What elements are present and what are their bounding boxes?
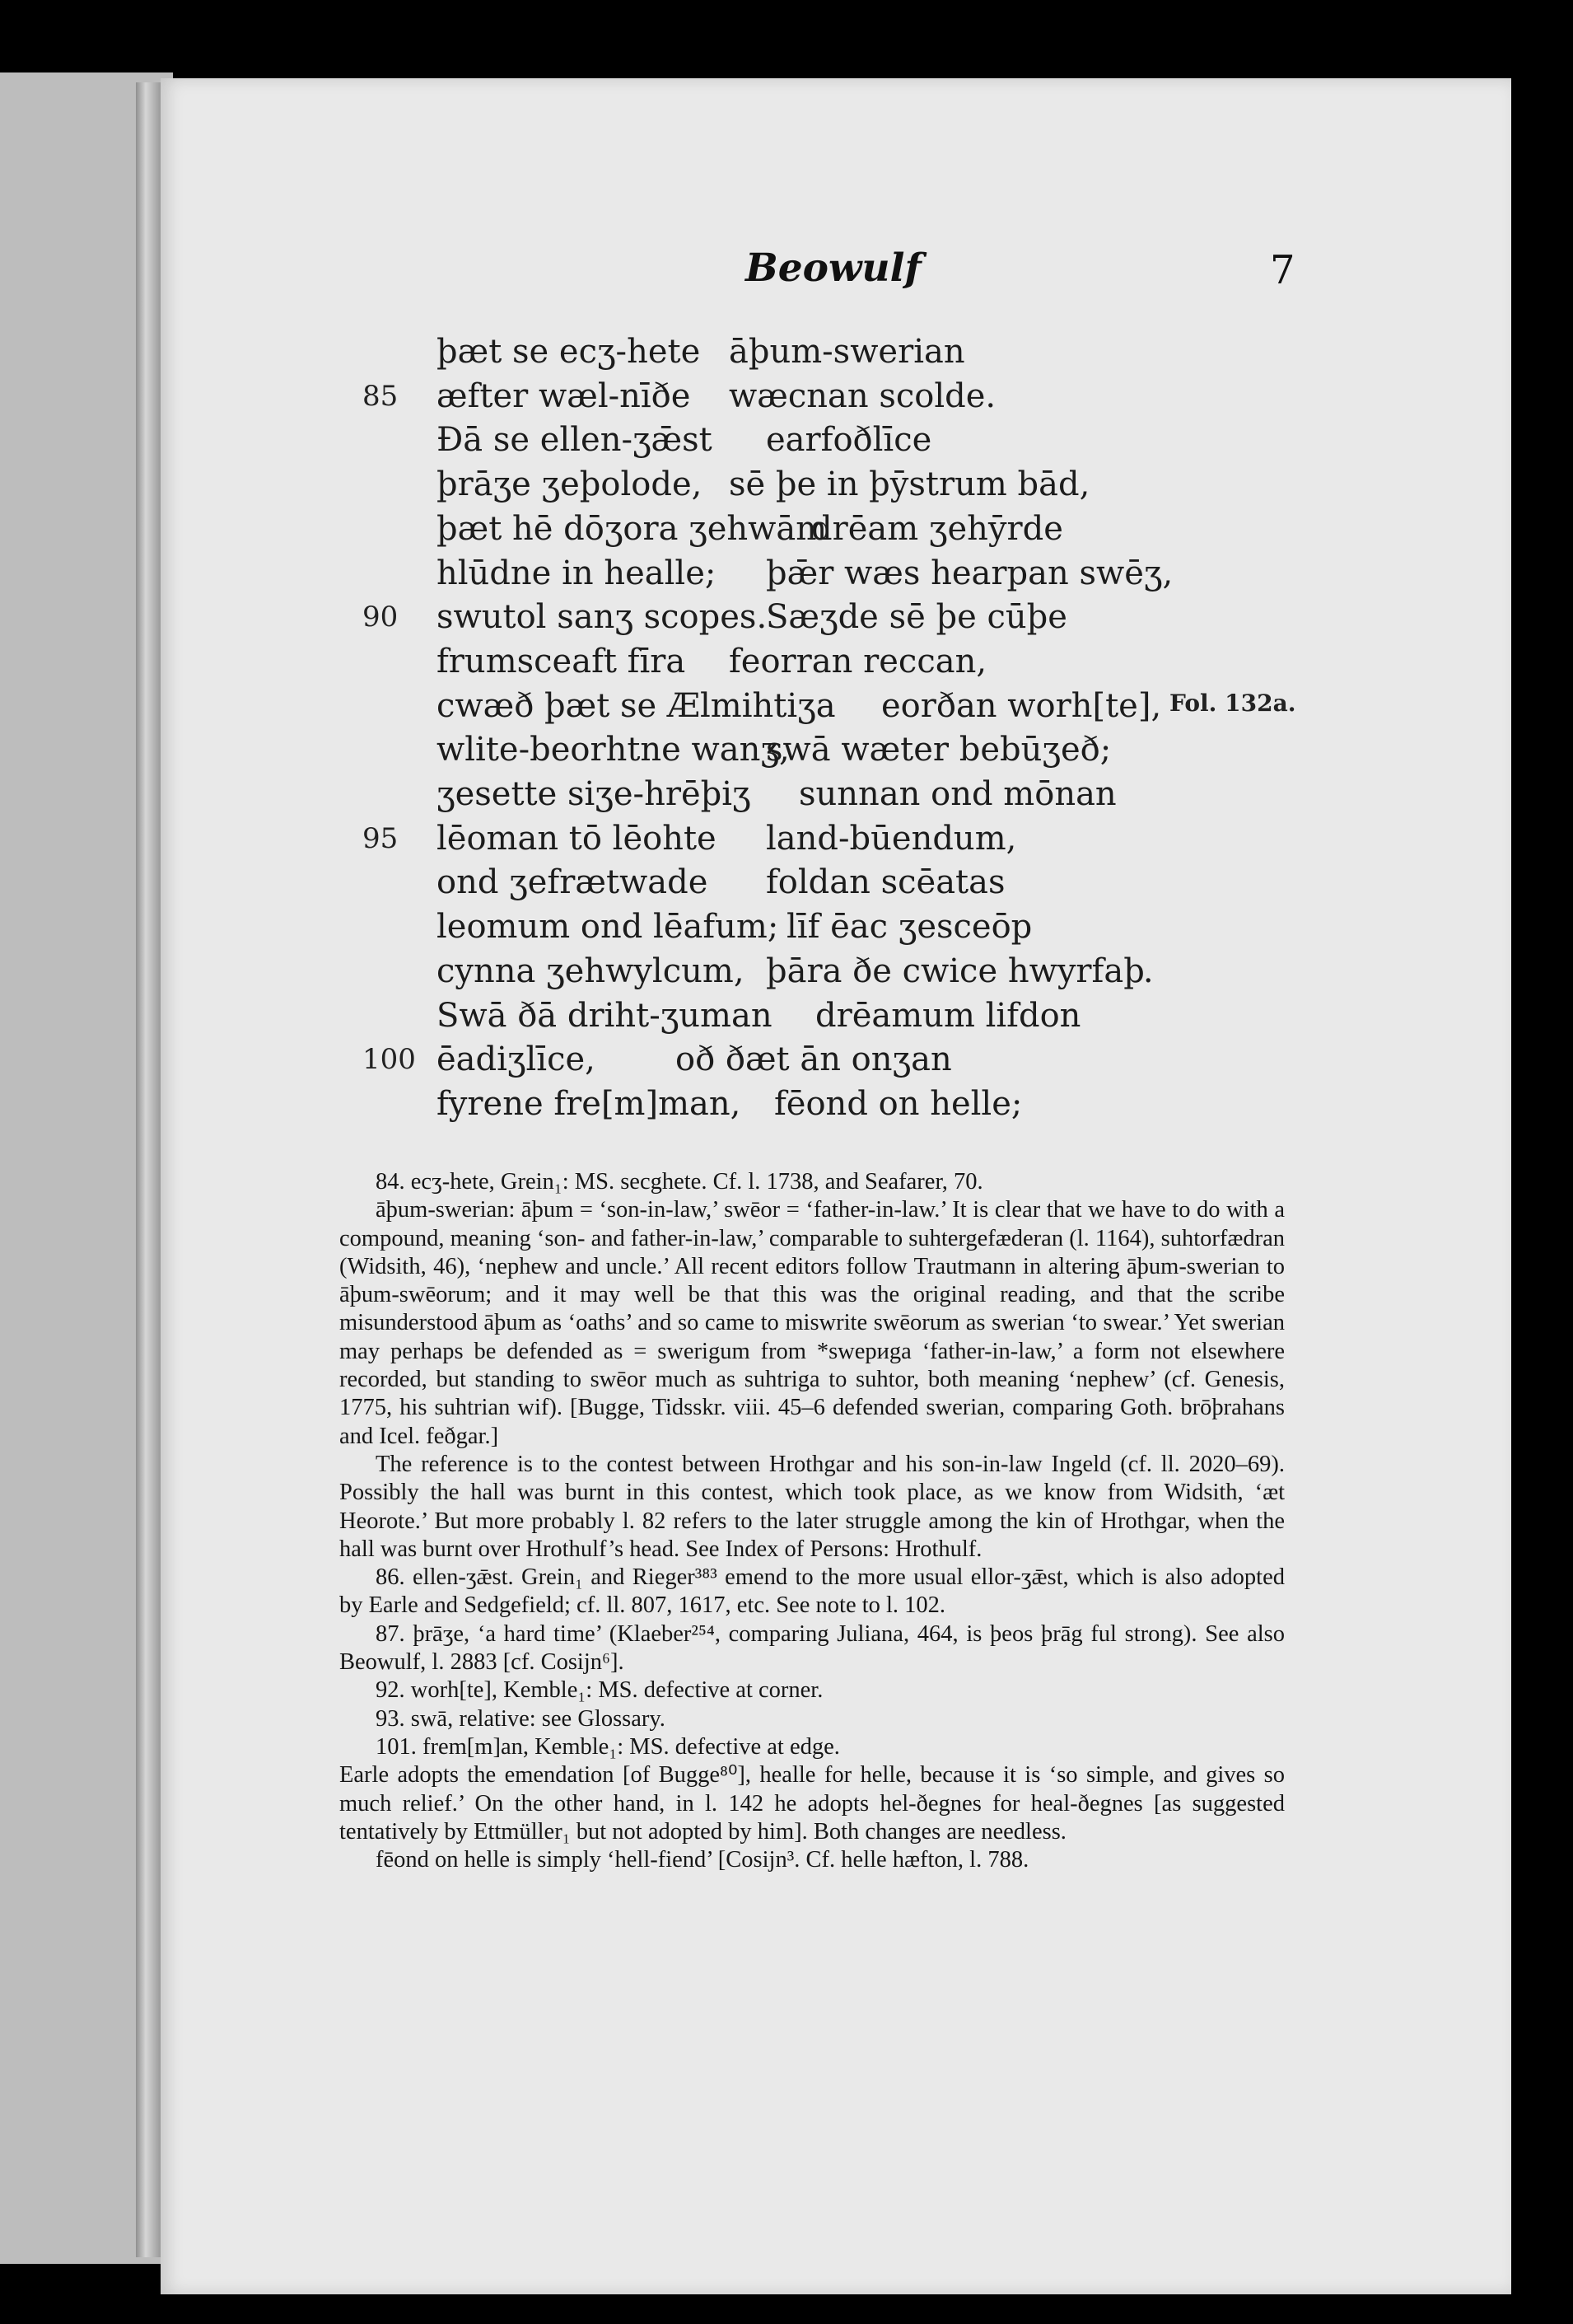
a-verse: hlūdne in healle; [436,554,716,592]
note-paragraph: āþum-swerian: āþum = ‘son-in-law,’ swēor = ‘father-in-law.’ It is clear that we have to do with a compound, meaning ‘son- and father-in-law,’ comparable to suhtergefæderan (l. 1164), suhtorfædran (Widsith, 46), ‘nephew and uncle.’ All recent editors follow Trautmann in altering āþum-swerian to āþum-swēorum; and it may well be that this was the original reading, and that the scribe misunderstood āþum as ‘oaths’ and so came to miswrite swēorum as swerian ‘to swear.’ Yet swerian may perhaps be defended as = swerigum from *swериga ‘father-in-law,’ a form not elsewhere recorded, but standing to swēor much as suhtriga to suhtor, both meaning ‘nephew’ (cf. Genesis, 1775, his suhtrian wif). [Bugge, Tidsskr. viii. 45–6 defended swerian, comparing Goth. brōþrahans and Icel. feðgar.] [339,1197,1285,1449]
line-number: 95 [362,822,399,855]
note-paragraph: 86. ellen-ʒǣst. Grein₁ and Rieger³⁸³ emend to the more usual ellor-ʒǣst, which is also adopted by Earle and Sedgefield; cf. ll. 807, 1617, etc. See note to l. 102. [339,1564,1285,1619]
a-verse: cynna ʒehwylcum, [436,952,744,990]
b-verse: foldan scēatas [766,863,1006,901]
a-verse: ēadiʒlīce, [436,1040,595,1078]
b-verse: feorran reccan, [729,643,987,680]
b-verse: wæcnan scolde. [729,377,997,415]
note-paragraph: fēond on helle is simply ‘hell-fiend’ [Cosijn³. Cf. helle hæfton, l. 788. [376,1847,1029,1873]
note-paragraph: 101. frem[m]an, Kemble₁: MS. defective at edge. [376,1733,840,1760]
b-verse: Sæʒde sē þe cūþe [766,598,1067,636]
b-verse: þāra ðe cwice hwyrfaþ. [766,952,1154,990]
a-verse: lēoman tō lēohte [436,820,716,858]
b-verse: land-būendum, [766,820,1017,858]
a-verse: ʒesette siʒe-hrēþiʒ [436,775,751,813]
a-verse: fyrene fre[m]man, [436,1085,741,1123]
a-verse: frumsceaft fīra [436,643,686,680]
b-verse: swā wæter bebūʒeð; [766,731,1112,769]
note-paragraph: Earle adopts the emendation [of Bugge⁸⁰], healle for helle, because it is ‘so simple, and gives so much relief.’ On the other hand, in l. 142 he adopts hel-ðegnes for heal-ðegnes [as suggested tentatively by Ettmüller₁ but not adopted by him]. Both changes are needless. [339,1762,1285,1845]
a-verse: leomum ond lēafum; [436,908,779,946]
b-verse: sē þe in þȳstrum bād, [729,465,1090,503]
a-verse: swutol sanʒ scopes. [436,598,768,636]
b-verse: earfoðlīce [766,421,932,459]
b-verse: oð ðæt ān onʒan [675,1040,952,1078]
b-verse: drēamum lifdon [815,997,1081,1035]
note-paragraph: 92. worh[te], Kemble₁: MS. defective at corner. [376,1677,824,1704]
b-verse: līf ēac ʒesceōp [786,908,1033,946]
line-number: 85 [362,380,399,413]
running-title: Beowulf [745,245,922,291]
a-verse: þæt se ecʒ-hete [436,333,701,371]
a-verse: ond ʒefrætwade [436,863,708,901]
note-paragraph: 87. þrāʒe, ‘a hard time’ (Klaeber²⁵⁴, comparing Juliana, 464, is þeos þrāg ful strong). See also Beowulf, l. 2883 [cf. Cosijn⁶]. [339,1620,1285,1676]
a-verse: cwæð þæt se Ælmihtiʒa [436,687,836,725]
b-verse: drēam ʒehȳrde [811,510,1063,548]
note-paragraph: 93. swā, relative: see Glossary. [376,1705,665,1732]
b-verse: eorðan worh[te], [881,687,1162,725]
note-paragraph: 84. ecʒ-hete, Grein₁: MS. secghete. Cf. l. 1738, and Seafarer, 70. [376,1169,983,1195]
a-verse: Ðā se ellen-ʒǣst [436,421,712,459]
line-number: 90 [362,601,399,634]
line-number: 100 [362,1043,416,1076]
a-verse: þrāʒe ʒeþolode, [436,465,702,503]
page-number: 7 [1270,247,1295,293]
a-verse: Swā ðā driht-ʒuman [436,997,772,1035]
a-verse: æfter wæl-nīðe [436,377,691,415]
folio-reference: Fol. 132a. [1169,690,1296,717]
b-verse: āþum-swerian [729,333,965,371]
b-verse: fēond on helle; [774,1085,1023,1123]
a-verse: þæt hē dōʒora ʒehwām [436,510,828,548]
b-verse: þǣr wæs hearpan swēʒ, [766,554,1174,592]
a-verse: wlite-beorhtne wanʒ, [436,731,790,769]
note-paragraph: The reference is to the contest between Hrothgar and his son-in-law Ingeld (cf. ll. 2020–69). Possibly the hall was burnt in this contest, which took place, as we know from Widsith, ‘æt Heorote.’ But more probably l. 82 refers to the later struggle among the kin of Hrothgar, when the hall was burnt over Hrothulf’s head. See Index of Persons: Hrothulf. [339,1451,1285,1562]
binding-gutter [136,82,161,2257]
footnotes [339,1168,1285,1874]
b-verse: sunnan ond mōnan [799,775,1117,813]
